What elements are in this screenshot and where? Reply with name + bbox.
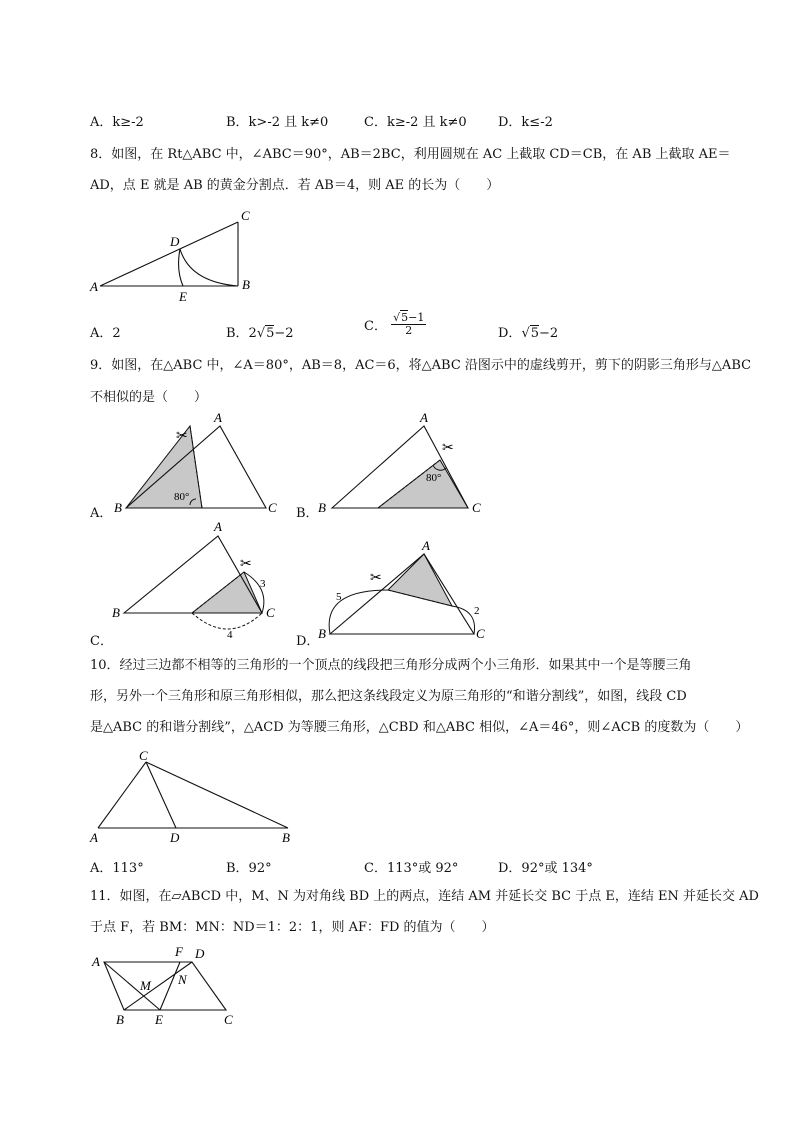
q10-option-d: D．92°或 134° xyxy=(498,861,593,876)
svg-text:A: A xyxy=(214,519,222,534)
q8-option-c-prefix: C． xyxy=(364,319,387,334)
svg-text:3: 3 xyxy=(260,578,266,590)
q9-option-d-label: D． xyxy=(296,634,320,649)
svg-text:4: 4 xyxy=(227,629,233,641)
q7-option-b: B．k>-2 且 k≠0 xyxy=(226,115,329,130)
q8-option-b-suffix: −2 xyxy=(274,326,294,341)
scissors-icon: ✂ xyxy=(240,557,252,572)
svg-text:C: C xyxy=(139,748,148,763)
svg-text:M: M xyxy=(140,978,151,993)
q10-option-c: C．113°或 92° xyxy=(364,861,459,876)
q11-text-line2: 于点 F，若 BM：MN：ND＝1：2：1，则 AF：FD 的值为（ ） xyxy=(90,920,495,935)
svg-text:C: C xyxy=(224,1012,233,1027)
q8-option-b-prefix: B．2 xyxy=(226,326,257,341)
svg-text:B: B xyxy=(318,500,326,515)
svg-text:N: N xyxy=(178,972,187,987)
svg-text:B: B xyxy=(318,626,326,641)
q9-option-b-label: B． xyxy=(296,506,319,521)
q8-label-e: E xyxy=(179,289,187,304)
svg-text:B: B xyxy=(116,1012,124,1027)
svg-text:A: A xyxy=(92,954,100,969)
q7-option-c: C．k≥-2 且 k≠0 xyxy=(364,115,467,130)
q10-text-line1: 10．经过三边都不相等的三角形的一个顶点的线段把三角形分成两个小三角形．如果其中一个是等腰三角 xyxy=(90,658,692,673)
svg-text:A: A xyxy=(422,538,430,553)
svg-text:A: A xyxy=(420,410,428,425)
q8-option-c-denominator: 2 xyxy=(405,324,413,337)
svg-text:C: C xyxy=(472,500,481,515)
svg-text:F: F xyxy=(175,944,183,959)
svg-text:80°: 80° xyxy=(426,472,442,484)
q8-label-c: C xyxy=(241,208,250,223)
radical-icon: √ xyxy=(256,326,266,341)
q9-option-c-label: C． xyxy=(90,634,113,649)
q9-text-line1: 9．如图，在△ABC 中，∠A＝80°，AB＝8，AC＝6，将△ABC 沿图示中的虚线剪开，剪下的阴影三角形与△ABC xyxy=(90,358,752,373)
q8-option-b-radicand: 5 xyxy=(266,326,275,341)
svg-text:B: B xyxy=(112,605,120,620)
svg-text:C: C xyxy=(268,500,277,515)
svg-text:B: B xyxy=(282,830,290,845)
q10-option-a: A．113° xyxy=(90,861,144,876)
q7-option-d: D．k≤-2 xyxy=(498,115,553,130)
svg-text:2: 2 xyxy=(474,605,480,617)
q8-label-b: B xyxy=(242,277,250,292)
scissors-icon: ✂ xyxy=(370,571,382,586)
q7-option-a: A．k≥-2 xyxy=(90,115,144,130)
q8-option-d-prefix: D． xyxy=(498,326,522,341)
scissors-icon: ✂ xyxy=(176,429,188,444)
q8-label-d: D xyxy=(170,234,180,249)
q8-option-a: A．2 xyxy=(90,326,121,341)
q8-label-a: A xyxy=(90,279,98,294)
svg-text:C: C xyxy=(476,626,485,641)
q10-option-b: B．92° xyxy=(226,861,272,876)
q10-text-line3: 是△ABC 的和谐分割线”，△ACD 为等腰三角形，△CBD 和△ABC 相似，∠A＝46°，则∠ACB 的度数为（ ） xyxy=(90,720,749,735)
scissors-icon: ✂ xyxy=(442,441,454,456)
q9-option-a-label: A． xyxy=(90,506,113,521)
svg-text:A: A xyxy=(90,830,98,845)
svg-text:C: C xyxy=(266,605,275,620)
q8-text-line1: 8．如图，在 Rt△ABC 中，∠ABC＝90°，AB＝2BC，利用圆规在 AC 上截取 CD＝CB，在 AB 上截取 AE＝ xyxy=(90,147,731,162)
svg-text:D: D xyxy=(195,946,205,961)
q8-text-line2: AD，点 E 就是 AB 的黄金分割点．若 AB＝4，则 AE 的长为（ ） xyxy=(90,178,500,193)
radical-icon: √ xyxy=(393,311,401,324)
q8-option-d-suffix: −2 xyxy=(539,326,559,341)
svg-text:D: D xyxy=(170,830,180,845)
q8-option-d-radicand: 5 xyxy=(530,326,540,341)
q8-option-c-num-suffix: −1 xyxy=(408,311,425,324)
q10-text-line2: 形，另外一个三角形和原三角形相似，那么把这条线段定义为原三角形的“和谐分割线”，如图，线段 CD xyxy=(90,689,687,704)
q9-text-line2: 不相似的是（ ） xyxy=(90,390,208,405)
q11-text-line1: 11．如图，在▱ABCD 中，M、N 为对角线 BD 上的两点，连结 AM 并延长交 BC 于点 E，连结 EN 并延长交 AD xyxy=(90,889,759,904)
svg-text:E: E xyxy=(155,1012,163,1027)
q8-option-c-radicand: 5 xyxy=(401,311,409,324)
svg-text:80°: 80° xyxy=(174,491,190,503)
svg-text:A: A xyxy=(214,410,222,425)
svg-text:B: B xyxy=(114,500,122,515)
svg-text:5: 5 xyxy=(336,591,342,603)
radical-icon: √ xyxy=(521,326,530,341)
